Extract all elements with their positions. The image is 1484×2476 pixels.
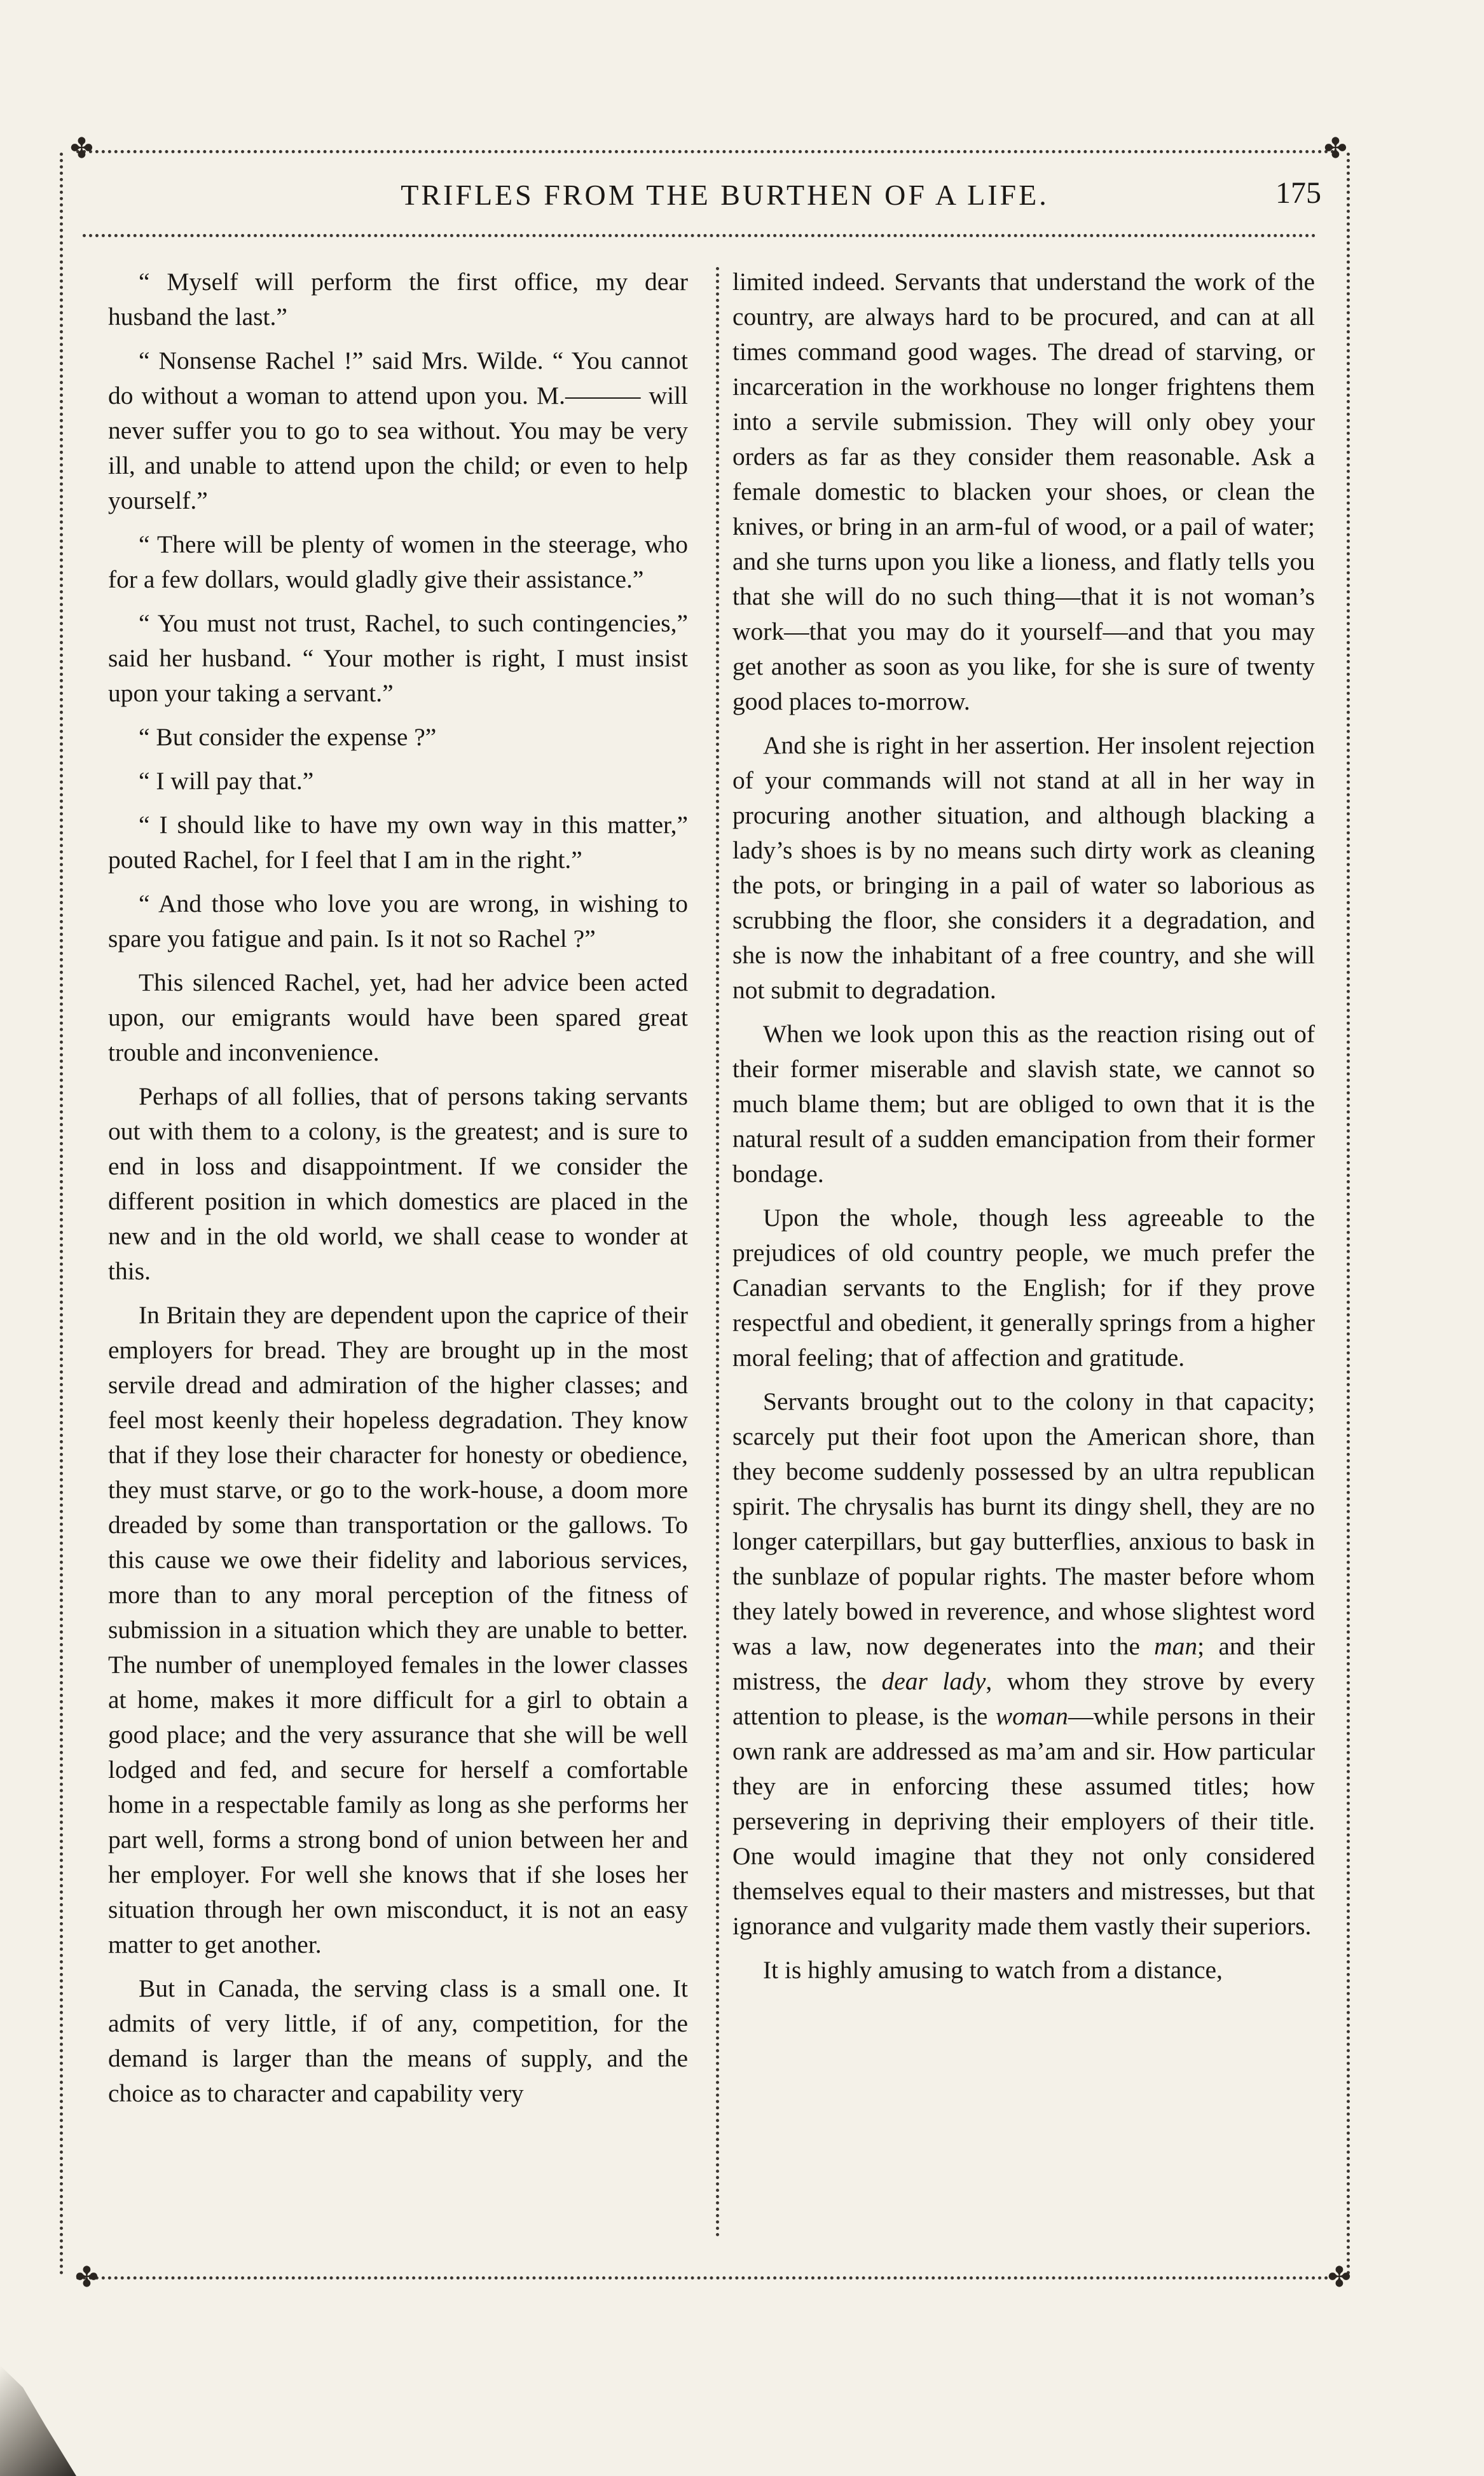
paragraph: Perhaps of all follies, that of persons taking servants out with them to a colony, is the greatest; and is sure to end in loss and disappointment. If we consider the different position in which domestics are placed in the new and in the old world, we shall cease to wonder at this. [108,1082,688,1285]
text-run: ; and their mistress, the [732,1632,1315,1695]
paragraph: It is highly amusing to watch from a distance, [763,1956,1223,1984]
paragraph: But in Canada, the serving class is a small one. It admits of very little, if of any, competition, for the demand is larger than the means of supply, and the choice as to character and capability very [108,1974,688,2107]
corner-ornament-icon: ✤ [70,133,93,164]
paragraph: “ You must not trust, Rachel, to such contingencies,” said her husband. “ Your mother is right, I must insist upon your taking a servant.” [108,609,688,707]
emphasis-man: man [1154,1632,1198,1660]
left-border-rule [60,153,63,2276]
text-run: , whom they strove by every attention to please, is the [732,1667,1315,1730]
page-number: 175 [1275,176,1321,210]
page-wear-mark [0,2365,76,2476]
header-underline-rule [83,234,1316,237]
paragraph: And she is right in her assertion. Her insolent rejection of your commands will not stand at all in her way in procuring another situation, and although blacking a lady’s shoes is by no means such dirty work as cleaning the pots, or bringing in a pail of water so laborious as scrubbing the floor, she considers it a degradation, and she is now the inhabitant of a free country, and she will not submit to degradation. [732,731,1315,1004]
paragraph-continuation: limited indeed. Servants that understand the work of the country, are always hard to be procured, and can at all times command good wages. The dread of starving, or incarceration in the workhouse no longer frightens them into a servile submission. They will only obey your orders as far as they consider them reasonable. Ask a female domestic to blacken your shoes, or clean the knives, or bring in an arm-ful of wood, or a pail of water; and she turns upon you like a lioness, and flatly tells you that she will do no such thing—that it is not woman’s work—that you may do it yourself—and that you may get another as soon as you like, for she is sure of twenty good places to-morrow. [732,268,1315,715]
left-column [108,265,688,2120]
corner-ornament-icon: ✤ [75,2262,99,2293]
bottom-border-rule [76,2276,1335,2280]
right-border-rule [1347,153,1350,2276]
paragraph: Upon the whole, though less agreeable to the prejudices of old country people, we much prefer the Canadian servants to the English; for if they prove respectful and obedient, it generally springs from a higher moral feeling; that of affection and gratitude. [732,1204,1315,1372]
emphasis-woman: woman [995,1702,1068,1730]
paragraph: When we look upon this as the reaction rising out of their former miserable and slavish state, we cannot so much blame them; but are obliged to own that it is the natural result of a sudden emancipation from their former bondage. [732,1020,1315,1188]
paragraph: This silenced Rachel, yet, had her advice been acted upon, our emigrants would have been spared great trouble and inconvenience. [108,968,688,1066]
paragraph: “ I will pay that.” [139,767,314,795]
paragraph: “ Myself will perform the first office, my dear husband the last.” [108,268,688,331]
top-border-rule [76,150,1335,153]
running-title: TRIFLES FROM THE BURTHEN OF A LIFE. [401,179,1049,211]
paragraph: In Britain they are dependent upon the caprice of their employers for bread. They are brought up in the most servile dread and admiration of the higher classes; and feel most keenly their hopeless degradation. They know that if they lose their character for honesty or obedience, they must starve, or go to the work-house, a doom more dreaded by some than transportation or the gallows. To this cause we owe their fidelity and laborious services, more than to any moral perception of the fitness of submission in a situation which they are unable to better. The number of unemployed females in the lower classes at home, makes it more difficult for a girl to obtain a good place; and the very assurance that she will be well lodged and fed, and secure for herself a comfortable home in a respectable family as long as she performs her part well, forms a strong bond of union between her and her employer. For well she knows that if she loses her situation through her own misconduct, it is not an easy matter to get another. [108,1301,688,1958]
paragraph: “ And those who love you are wrong, in wishing to spare you fatigue and pain. Is it not so Rachel ?” [108,890,688,953]
text-run: —while persons in their own rank are addressed as ma’am and sir. How particular they are in enforcing these assumed titles; how persevering in depriving their employers of their title. One would imagine that they not only considered themselves equal to their masters and mistresses, but that ignorance and vulgarity made them vastly their superiors. [732,1702,1316,1940]
right-column [732,265,1315,1997]
paragraph: “ Nonsense Rachel !” said Mrs. Wilde. “ You cannot do without a woman to attend upon you. M.——— will never suffer you to go to sea without. You may be very ill, and unable to attend upon the child; or even to help yourself.” [108,347,688,514]
corner-ornament-icon: ✤ [1324,133,1347,164]
paragraph-servants [732,1384,1315,1944]
paragraph: “ I should like to have my own way in this matter,” pouted Rachel, for I feel that I am in the right.” [108,811,688,874]
corner-ornament-icon: ✤ [1328,2262,1351,2293]
paragraph: “ There will be plenty of women in the steerage, who for a few dollars, would gladly give their assistance.” [108,530,688,593]
text-run: Servants brought out to the colony in that capacity; scarcely put their foot upon the American shore, than they become suddenly possessed by an ultra republican spirit. The chrysalis has burnt its dingy shell, they are no longer caterpillars, but gay butterflies, anxious to bask in the sunblaze of popular rights. The master before whom they lately bowed in reverence, and whose slightest word was a law, now degenerates into the [732,1387,1315,1660]
emphasis-dear-lady: dear lady [881,1667,986,1695]
column-divider-rule [716,267,719,2238]
paragraph: “ But consider the expense ?” [139,723,437,751]
